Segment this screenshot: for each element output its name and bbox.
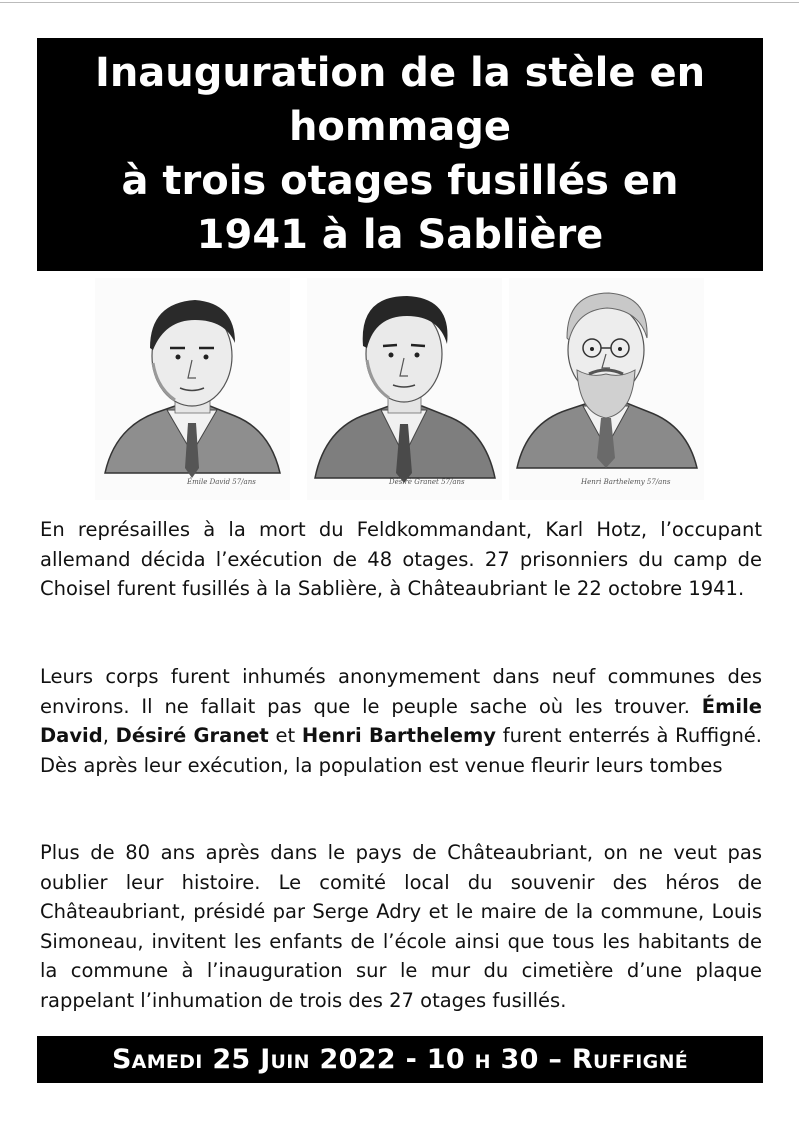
portrait-emile-david	[95, 278, 290, 500]
paragraph-represailles: En représailles à la mort du Feldkommandant, Karl Hotz, l’occupant allemand décida l’exécution de 48 otages. 27 prisonniers du camp de Choisel furent fusillés à la Sablière, à Châteaubriant le 22 octobre 1941.	[40, 518, 762, 601]
portrait-desire-granet	[307, 278, 502, 500]
paragraph-2-separator-1: ,	[102, 724, 116, 748]
paragraph-2-intro: Leurs corps furent inhumés anonymement dans neuf communes des environs. Il ne fallait pas que le peuple sache où les trouver.	[40, 665, 762, 718]
portrait-sketch-young-man-icon	[95, 278, 290, 500]
portrait-signature-2: Désiré Granet 57/ans	[389, 478, 465, 486]
title-line-1: Inauguration de la stèle en	[94, 50, 706, 96]
event-date-time-place: Samedi 25 Juin 2022 - 10 h 30 – Ruffigné	[111, 1044, 689, 1075]
date-banner	[37, 1036, 763, 1083]
name-emile-david: Émile David	[40, 694, 762, 748]
title-line-4: 1941 à la Sablière	[196, 212, 604, 258]
portrait-sketch-bearded-man-icon	[509, 278, 704, 500]
name-henri-barthelemy: Henri Barthelemy	[301, 724, 496, 748]
portrait-row	[95, 278, 715, 500]
title-banner	[37, 38, 763, 271]
title-line-2: hommage	[288, 104, 512, 150]
title-line-3: à trois otages fusillés en	[121, 158, 679, 204]
portrait-henri-barthelemy	[509, 278, 704, 500]
portrait-signature-3: Henri Barthelemy 57/ans	[581, 478, 671, 486]
portrait-sketch-young-man-icon	[307, 278, 502, 500]
paragraph-2-outro: furent enterrés à Ruffigné. Dès après leur exécution, la population est venue fleurir leurs tombes	[40, 724, 763, 777]
portrait-signature-1: Émile David 57/ans	[187, 478, 256, 486]
paragraph-inhumation	[40, 662, 762, 780]
name-desire-granet: Désiré Granet	[115, 724, 269, 748]
paragraph-souvenir: Plus de 80 ans après dans le pays de Châteaubriant, on ne veut pas oublier leur histoire. Le comité local du souvenir des héros de Châteaubriant, présidé par Serge Adry et le maire de la commune, Louis Simoneau, invitent les enfants de l’école ainsi que tous les habitants de la commune à l’inauguration sur le mur du cimetière d’une plaque rappelant l’inhumation de trois des 27 otages fusillés.	[40, 841, 762, 1012]
paragraph-2-separator-2: et	[268, 724, 302, 748]
top-border-line	[0, 2, 799, 3]
